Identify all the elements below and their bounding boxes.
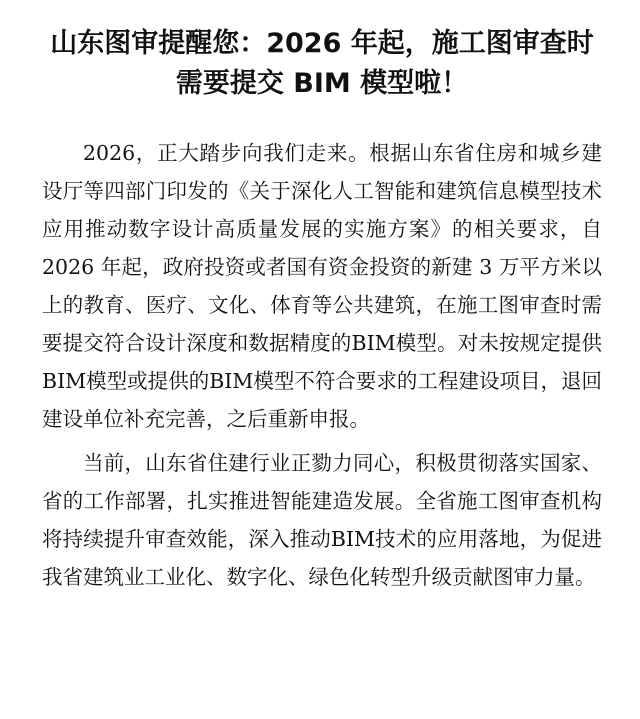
- article-paragraph-1: 2026，正大踏步向我们走来。根据山东省住房和城乡建设厅等四部门印发的《关于深化人工智能和建筑信息模型技术应用推动数字设计高质量发展的实施方案》的相关要求，自 2026 年起，政府投资或者国有资金投资的新建 3 万平方米以上的教育、医疗、文化、体育等公共建筑，在施工图审查时需要提交符合设计深度和数据精度的BIM模型。对未按规定提供BIM模型或提供的BIM模型不符合要求的工程建设项目，退回建设单位补充完善，之后重新申报。: [42, 141, 602, 431]
- article-body: [42, 134, 602, 596]
- article-paragraph-2: 当前，山东省住建行业正勠力同心，积极贯彻落实国家、省的工作部署，扎实推进智能建造发展。全省施工图审查机构将持续提升审查效能，深入推动BIM技术的应用落地，为促进我省建筑业工业化、数字化、绿色化转型升级贡献图审力量。: [42, 451, 602, 589]
- article-title-line-2: 需要提交 BIM 模型啦！: [175, 68, 469, 99]
- article-title-line-1: 山东图审提醒您：2026 年起，施工图审查时: [50, 28, 594, 59]
- article-title: [42, 24, 602, 104]
